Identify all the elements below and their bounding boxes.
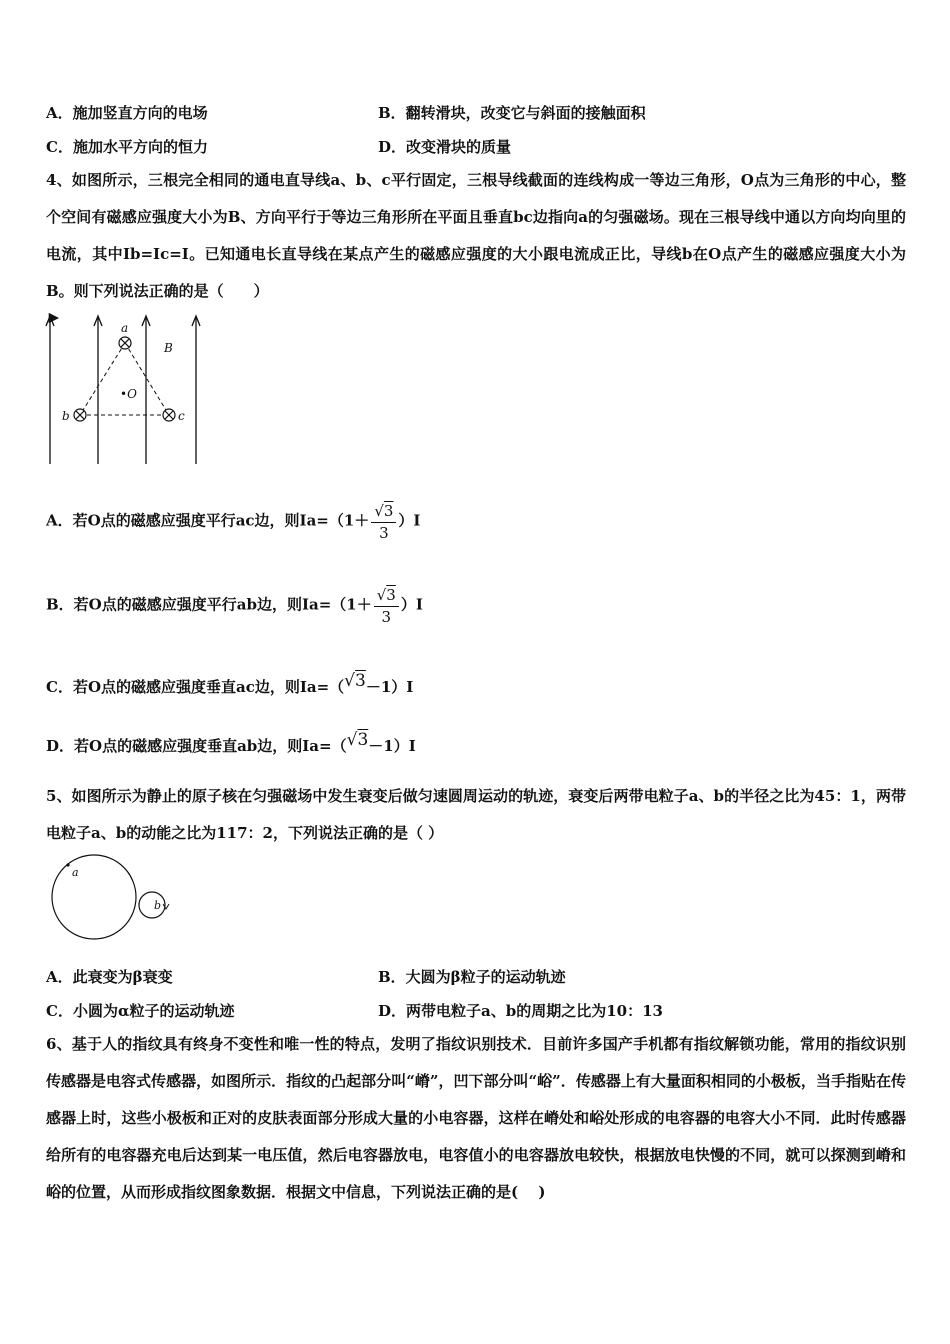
small-circle-trajectory [139, 892, 165, 918]
label-b: b [154, 899, 162, 912]
q3-option-c: C．施加水平方向的恒力 [46, 138, 208, 156]
q6-stem: 6、基于人的指纹具有终身不变性和唯一性的特点，发明了指纹识别技术．目前许多国产手机都有指纹解锁功能，常用的指纹识别传感器是电容式传感器，如图所示．指纹的凸起部分叫“嵴”，凹下部分叫“峪”．传感器上有大量面积相同的小极板，当手指贴在传感器上时，这些小极板和正对的皮肤表面部分形成大量的小电容器，这样在嵴处和峪处形成的电容器的电容大小不同．此时传感器给所有的电容器充电后达到某一电压值，然后电容器放电，电容值小的电容器放电较快，根据放电快慢的不同，就可以探测到嵴和峪的位置，从而形成指纹图象数据．根据文中信息，下列说法正确的是( ) [46, 1035, 906, 1201]
denominator: 3 [379, 524, 389, 542]
q4-option-b-pre: B．若O点的磁感应强度平行ab边，则Ia=（1＋ [46, 595, 372, 614]
q4-figure [40, 312, 210, 472]
label-c: c [178, 409, 185, 423]
radicand: 3 [383, 502, 394, 520]
q4-stem: 4、如图所示，三根完全相同的通电直导线a、b、c平行固定，三根导线截面的连线构成一等边三角形，O点为三角形的中心，整个空间有磁感应强度大小为B、方向平行于等边三角形所在平面且垂直bc边指向a的匀强磁场。现在三根导线中通以方向均向里的电流，其中Ib=Ic=I。已知通电长直导线在某点产生的磁感应强度的大小跟电流成正比，导线b在O点产生的磁感应强度大小为B。则下列说法正确的是（ ） [46, 171, 906, 300]
small-circle-arrow [163, 904, 169, 909]
large-circle-trajectory [52, 855, 136, 939]
q4-option-c-post: －1）I [365, 678, 414, 696]
q4-option-c-pre: C．若O点的磁感应强度垂直ac边，则Ia=（ [46, 678, 345, 696]
q3-option-a: A．施加竖直方向的电场 [46, 104, 208, 122]
q4-option-d [46, 730, 416, 756]
label-a: a [121, 321, 129, 335]
q5-option-b: B．大圆为β粒子的运动轨迹 [378, 968, 566, 986]
q5-figure [48, 852, 172, 948]
q4-option-d-post: －1）I [368, 737, 416, 755]
wire-b-symbol [74, 409, 86, 421]
q3-option-b: B．翻转滑块，改变它与斜面的接触面积 [378, 104, 646, 122]
sqrt: √3 [344, 671, 366, 691]
label-b-field: B [164, 341, 173, 355]
denominator: 3 [381, 608, 392, 626]
q5-option-a: A．此衰变为β衰变 [46, 968, 173, 986]
fraction: $\frac{√3}{3}$ [374, 584, 399, 627]
label-a: a [72, 866, 79, 879]
radicand: 3 [386, 586, 396, 604]
fraction: $\frac{√3}{3}$ [371, 500, 396, 543]
q4-option-b-post: ）I [400, 595, 423, 614]
q4-option-d-pre: D．若O点的磁感应强度垂直ab边，则Ia=（ [46, 737, 347, 755]
q4-option-b [46, 584, 423, 627]
q3-option-d: D．改变滑块的质量 [378, 138, 512, 156]
wire-c-symbol [163, 409, 175, 421]
q4-option-a [46, 500, 420, 543]
sqrt: √3 [346, 730, 369, 750]
q5-option-c: C．小圆为α粒子的运动轨迹 [46, 1002, 235, 1020]
q4-option-a-post: ）I [398, 511, 421, 530]
q5-stem: 5、如图所示为静止的原子核在匀强磁场中发生衰变后做匀速圆周运动的轨迹，衰变后两带电粒子a、b的半径之比为45：1，两带电粒子a、b的动能之比为117：2，下列说法正确的是（ ） [46, 787, 906, 842]
q4-option-a-pre: A．若O点的磁感应强度平行ac边，则Ia=（1＋ [46, 511, 370, 530]
wire-a-symbol [119, 337, 131, 349]
large-circle-arrow [66, 863, 69, 866]
q5-option-d: D．两带电粒子a、b的周期之比为10：13 [378, 1002, 663, 1020]
label-b: b [62, 409, 70, 423]
q4-option-c [46, 671, 414, 697]
label-o: •O [120, 387, 137, 401]
triangle-dashed [80, 343, 169, 415]
